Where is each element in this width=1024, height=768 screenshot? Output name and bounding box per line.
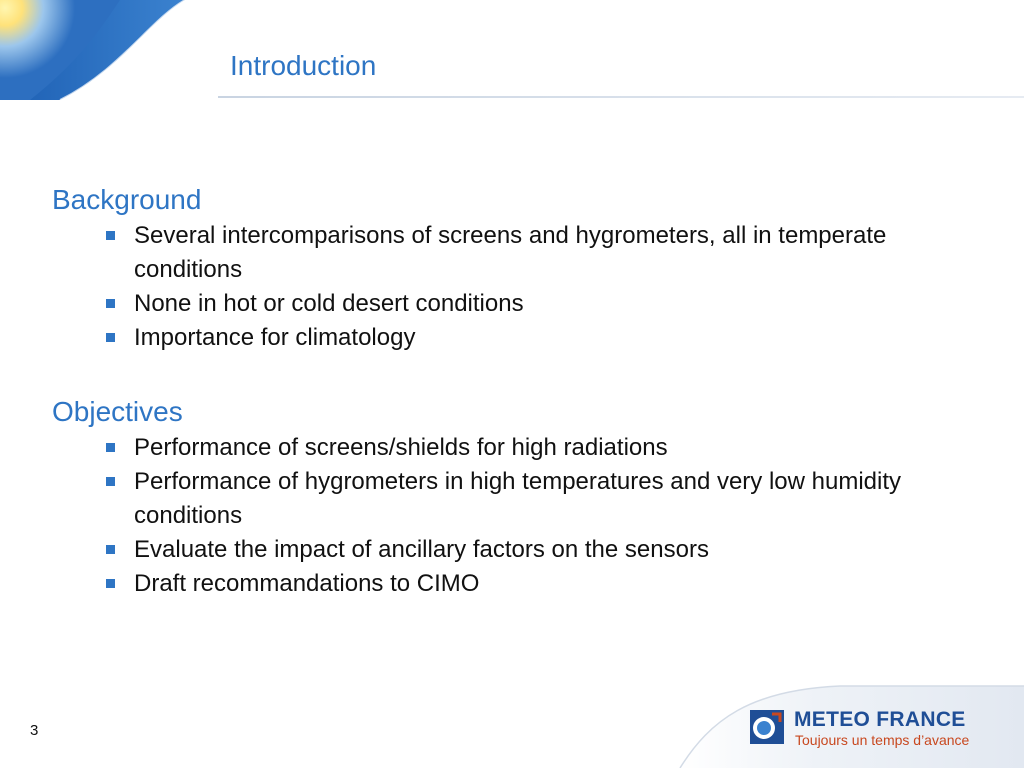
square-bullet-icon bbox=[106, 477, 115, 486]
bullet-text: Draft recommandations to CIMO bbox=[134, 570, 480, 597]
background-heading: Background bbox=[52, 184, 202, 215]
square-bullet-icon bbox=[106, 299, 115, 308]
square-bullet-icon bbox=[106, 231, 115, 240]
bullet-item bbox=[134, 287, 952, 321]
bullet-item bbox=[134, 533, 952, 567]
objectives-bullet-list bbox=[52, 431, 952, 601]
bullet-text: Performance of hygrometers in high temperatures and very low humidity conditions bbox=[134, 468, 902, 529]
objectives-heading: Objectives bbox=[52, 396, 183, 427]
bullet-item bbox=[134, 219, 952, 287]
bullet-item bbox=[134, 321, 952, 355]
square-bullet-icon bbox=[106, 443, 115, 452]
title-divider bbox=[218, 96, 1024, 98]
bullet-text: Importance for climatology bbox=[134, 324, 416, 351]
bullet-item bbox=[134, 465, 952, 533]
bullet-text: Evaluate the impact of ancillary factors on the sensors bbox=[134, 536, 709, 563]
section-spacer bbox=[52, 355, 952, 395]
logo-tagline: Toujours un temps d’avance bbox=[795, 732, 970, 748]
bullet-text: Several intercomparisons of screens and hygrometers, all in temperate conditions bbox=[134, 222, 887, 283]
square-bullet-icon bbox=[106, 545, 115, 554]
meteo-france-emblem-icon bbox=[750, 710, 784, 744]
slide-body bbox=[52, 183, 952, 601]
bullet-item bbox=[134, 567, 952, 601]
bullet-text: Performance of screens/shields for high radiations bbox=[134, 434, 668, 461]
background-bullet-list bbox=[52, 219, 952, 355]
sky-corner-graphic bbox=[0, 0, 200, 100]
page-number: 3 bbox=[30, 722, 39, 739]
square-bullet-icon bbox=[106, 333, 115, 342]
bullet-item bbox=[134, 431, 952, 465]
logo-name: METEO FRANCE bbox=[794, 708, 966, 731]
slide-title: Introduction bbox=[230, 50, 377, 81]
bullet-text: None in hot or cold desert conditions bbox=[134, 290, 524, 317]
square-bullet-icon bbox=[106, 579, 115, 588]
meteo-france-logo bbox=[750, 708, 1000, 750]
